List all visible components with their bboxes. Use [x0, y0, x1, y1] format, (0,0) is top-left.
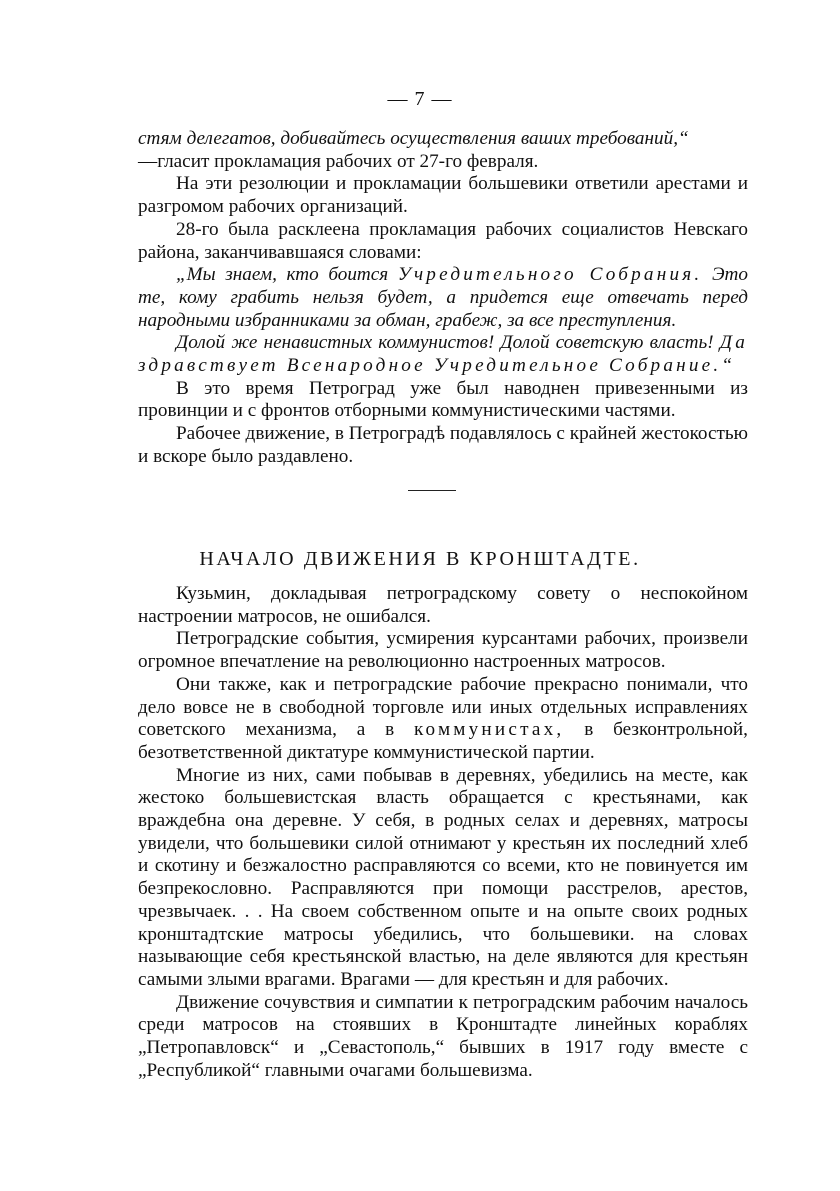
paragraph-continuation — [138, 128, 748, 173]
section-body — [138, 583, 748, 1082]
paragraph-petrograd-flooded: В это время Петроград уже был наводнен привезенными из провинции и с фронтов отборными коммунистическими частями. — [138, 377, 748, 422]
paragraph-kuzmin: Кузьмин, докладывая петроградскому совету о неспокойном настроении матросов, не ошибался. — [138, 583, 748, 627]
top-text-section — [138, 128, 748, 469]
paragraph-communists-spaced: коммунистах, — [413, 719, 565, 741]
paragraph-villages: Многие из них, сами побывав в деревнях, убедились на месте, как жестоко большевистская власть обращается с крестьянами, как враждебна она деревне. У себя, в родных селах и деревнях, матросы увидели, что большевики силой отнимают у крестьян их последний хлеб и скотину и безжалостно расправляются со всеми, кто не повинуется им безпрекословно. Расправляются при помощи расстрелов, арестов, чрезвычаек. . . На своем собственном опыте и на опыте своих родных кронштадтские матросы убедились, что большевики. на словах называющие себя крестьянской властью, на деле являются для крестьян самыми злыми врагами. Врагами — для крестьян и для рабочих. — [138, 764, 748, 990]
paragraph-communists-start: Они также, как и петроградские рабочие прекрасно понимали, что дело вовсе не в свободной торговле или иных отдельных исправлениях советского механизма, а в — [138, 673, 748, 741]
quote-ending-italic: стям делегатов, добивайтесь осуществления ваших требований,“ — [138, 128, 689, 149]
quote-paragraph-1 — [138, 264, 748, 332]
paragraph-petrograd-events: Петроградские события, усмирения курсантами рабочих, произвели огромное впечатление на революционно настроенных матросов. — [138, 628, 748, 673]
quote-1-end: Это те, кому грабить нельзя будет, а придется еще отвечать перед народными избранниками за обман, грабеж, за все преступления. — [138, 264, 748, 331]
paragraph-communists-end: в безконтрольной, безответственной диктатуре коммунистической партии. — [138, 719, 748, 763]
paragraph-movement-crushed: Рабочее движение, в Петроградѣ подавлялось с крайней жестокостью и вскоре было раздавлено. — [138, 423, 748, 467]
paragraph-arrests: На эти резолюции и прокламации большевики ответили арестами и разгромом рабочих организаций. — [138, 173, 748, 218]
section-divider — [408, 490, 456, 491]
quote-2-spaced: Да здравствует Всенародное Учредительное Собрание.“ — [138, 332, 748, 377]
quote-1-start: „Мы знаем, кто боится — [176, 264, 398, 286]
section-heading: НАЧАЛО ДВИЖЕНИЯ В КРОНШТАДТЕ. — [199, 548, 641, 570]
paragraph-battleships: Движение сочувствия и симпатии к петроградским рабочим началось среди матросов на стоявших в Кронштадте линейных кораблях „Петропавловск“ и „Севастополь,“ бывших в 1917 году вместе с „Республикой“ главными очагами большевизма. — [138, 991, 748, 1081]
quote-paragraph-2 — [138, 332, 748, 377]
quote-2-start: Долой же ненавистных коммунистов! Долой советскую власть! — [176, 332, 720, 354]
paragraph-communists — [138, 674, 748, 765]
proclamation-attribution: —гласит прокламация рабочих от 27-го февраля. — [138, 150, 539, 172]
quote-1-spaced: Учредительного Собрания. — [397, 264, 703, 286]
page-number: — 7 — — [387, 88, 453, 110]
paragraph-nevsky-proclamation: 28-го была расклеена прокламация рабочих социалистов Невскаго района, заканчивавшаяся словами: — [138, 218, 748, 263]
